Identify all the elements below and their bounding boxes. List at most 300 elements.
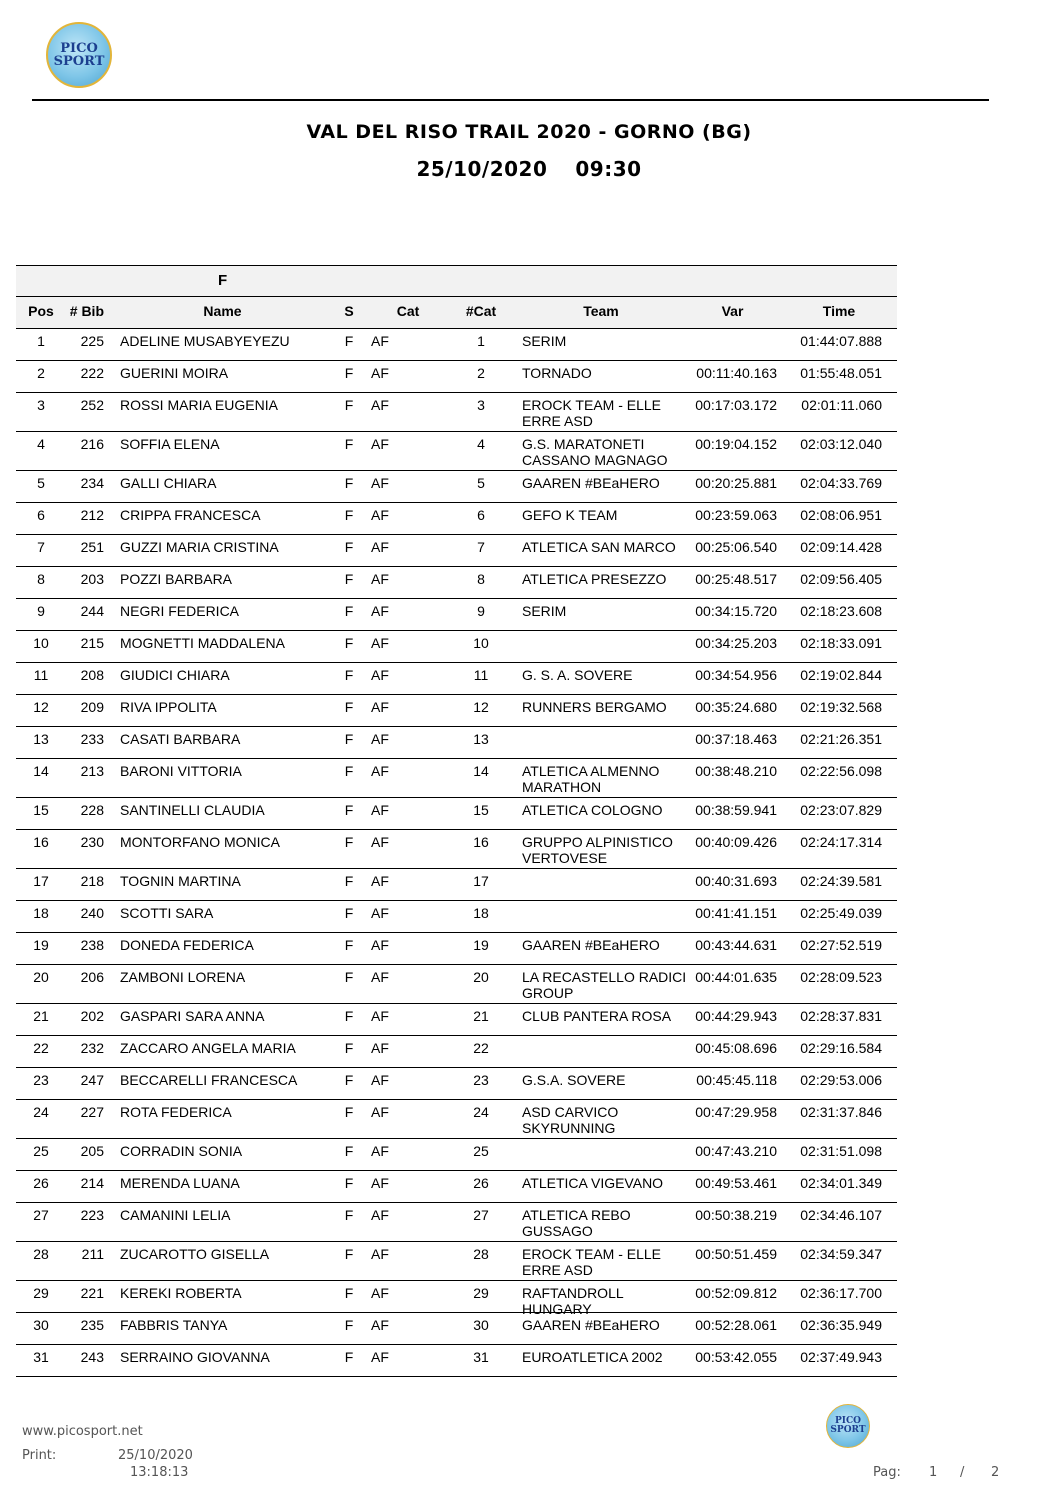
cell-bib: 222 — [80, 365, 104, 381]
cell-name: ZACCARO ANGELA MARIA — [120, 1040, 296, 1056]
cell-name: MONTORFANO MONICA — [120, 834, 280, 850]
cell-name: NEGRI FEDERICA — [120, 603, 240, 619]
results-table — [16, 265, 897, 1377]
table-row — [16, 329, 897, 361]
cell-cat: AF — [371, 539, 389, 555]
cell-name: GASPARI SARA ANNA — [120, 1008, 265, 1024]
cell-time: 02:23:07.829 — [800, 802, 882, 818]
cell-time: 02:18:23.608 — [800, 603, 882, 619]
table-row — [16, 535, 897, 567]
cell-var: 00:50:51.459 — [695, 1246, 777, 1262]
cell-cat-rank: 31 — [473, 1349, 489, 1365]
table-row — [16, 869, 897, 901]
cell-time: 02:09:56.405 — [800, 571, 882, 587]
table-row — [16, 695, 897, 727]
cell-sex: F — [344, 1175, 354, 1191]
cell-pos: 29 — [33, 1285, 49, 1301]
cell-bib: 252 — [80, 397, 104, 413]
cell-name: CRIPPA FRANCESCA — [120, 507, 261, 523]
cell-sex: F — [344, 539, 354, 555]
cell-cat: AF — [371, 1104, 389, 1120]
cell-cat: AF — [371, 1317, 389, 1333]
cell-name: BECCARELLI FRANCESCA — [120, 1072, 298, 1088]
cell-pos: 8 — [37, 571, 45, 587]
cell-sex: F — [344, 667, 354, 683]
cell-cat: AF — [371, 969, 389, 985]
cell-name: POZZI BARBARA — [120, 571, 233, 587]
cell-name: RIVA IPPOLITA — [120, 699, 217, 715]
logo-small-text-line2: SPORT — [830, 1425, 866, 1435]
cell-bib: 216 — [80, 436, 104, 452]
cell-name: DONEDA FEDERICA — [120, 937, 254, 953]
cell-team: GEFO K TEAM — [522, 507, 618, 523]
cell-team: ASD CARVICO SKYRUNNING — [522, 1104, 619, 1136]
cell-name: ZAMBONI LORENA — [120, 969, 246, 985]
cell-sex: F — [344, 699, 354, 715]
cell-cat: AF — [371, 507, 389, 523]
cell-cat-rank: 5 — [477, 475, 485, 491]
table-row — [16, 567, 897, 599]
cell-cat-rank: 25 — [473, 1143, 489, 1159]
table-row — [16, 965, 897, 1004]
cell-name: GALLI CHIARA — [120, 475, 217, 491]
cell-bib: 212 — [80, 507, 104, 523]
cell-bib: 206 — [80, 969, 104, 985]
cell-sex: F — [344, 475, 354, 491]
cell-name: SOFFIA ELENA — [120, 436, 220, 452]
cell-time: 02:24:39.581 — [800, 873, 882, 889]
cell-pos: 6 — [37, 507, 45, 523]
cell-pos: 1 — [37, 333, 45, 349]
cell-cat: AF — [371, 763, 389, 779]
cell-cat-rank: 27 — [473, 1207, 489, 1223]
cell-name: SCOTTI SARA — [120, 905, 214, 921]
cell-var: 00:35:24.680 — [695, 699, 777, 715]
cell-cat-rank: 12 — [473, 699, 489, 715]
cell-sex: F — [344, 635, 354, 651]
cell-pos: 3 — [37, 397, 45, 413]
cell-cat: AF — [371, 1207, 389, 1223]
cell-cat: AF — [371, 1246, 389, 1262]
table-row — [16, 1345, 897, 1377]
cell-cat: AF — [371, 397, 389, 413]
cell-sex: F — [344, 1246, 354, 1262]
cell-bib: 235 — [80, 1317, 104, 1333]
footer-print-date: 25/10/2020 — [118, 1448, 193, 1463]
cell-cat-rank: 7 — [477, 539, 485, 555]
cell-time: 02:19:02.844 — [800, 667, 882, 683]
cell-name: ROSSI MARIA EUGENIA — [120, 397, 278, 413]
cell-var: 00:50:38.219 — [695, 1207, 777, 1223]
table-row — [16, 503, 897, 535]
cell-name: TOGNIN MARTINA — [120, 873, 241, 889]
cell-bib: 211 — [81, 1246, 104, 1262]
cell-time: 02:18:33.091 — [800, 635, 882, 651]
cell-sex: F — [344, 603, 354, 619]
cell-cat-rank: 14 — [473, 763, 489, 779]
table-row — [16, 1281, 897, 1317]
cell-var: 00:45:45.118 — [696, 1072, 777, 1088]
table-row — [16, 1242, 897, 1281]
cell-pos: 7 — [37, 539, 45, 555]
cell-bib: 214 — [80, 1175, 104, 1191]
cell-cat: AF — [371, 571, 389, 587]
cell-name: ADELINE MUSABYEYEZU — [120, 333, 290, 349]
cell-pos: 16 — [33, 834, 49, 850]
cell-pos: 17 — [33, 873, 49, 889]
cell-var: 00:20:25.881 — [695, 475, 777, 491]
logo-text-line2: SPORT — [53, 54, 105, 69]
picosport-logo-small — [826, 1404, 870, 1448]
col-header-time: Time — [822, 303, 856, 319]
cell-name: CORRADIN SONIA — [120, 1143, 243, 1159]
cell-name: SANTINELLI CLAUDIA — [120, 802, 265, 818]
cell-cat: AF — [371, 731, 389, 747]
cell-pos: 31 — [33, 1349, 49, 1365]
cell-var: 00:25:06.540 — [695, 539, 777, 555]
cell-team: SERIM — [522, 333, 567, 349]
cell-team: ATLETICA REBO GUSSAGO — [522, 1207, 631, 1239]
cell-var: 00:40:31.693 — [695, 873, 777, 889]
table-row — [16, 1004, 897, 1036]
event-title: VAL DEL RISO TRAIL 2020 - GORNO (BG) — [306, 121, 752, 143]
cell-bib: 234 — [80, 475, 104, 491]
cell-team: TORNADO — [522, 365, 592, 381]
cell-team: ATLETICA PRESEZZO — [522, 571, 667, 587]
cell-name: FABBRIS TANYA — [120, 1317, 228, 1333]
cell-bib: 227 — [80, 1104, 104, 1120]
cell-pos: 23 — [33, 1072, 49, 1088]
cell-cat: AF — [371, 834, 389, 850]
cell-cat-rank: 22 — [473, 1040, 489, 1056]
event-datetime — [0, 157, 1058, 181]
table-row — [16, 1203, 897, 1242]
cell-cat: AF — [371, 937, 389, 953]
cell-name: GIUDICI CHIARA — [120, 667, 230, 683]
cell-var: 00:34:15.720 — [695, 603, 777, 619]
cell-time: 01:55:48.051 — [800, 365, 882, 381]
cell-team: RUNNERS BERGAMO — [522, 699, 667, 715]
cell-cat-rank: 2 — [477, 365, 485, 381]
cell-pos: 22 — [33, 1040, 49, 1056]
cell-cat: AF — [371, 1285, 389, 1301]
cell-var: 00:34:54.956 — [695, 667, 777, 683]
cell-cat-rank: 20 — [473, 969, 489, 985]
cell-cat: AF — [371, 1143, 389, 1159]
cell-pos: 30 — [33, 1317, 49, 1333]
cell-cat-rank: 29 — [473, 1285, 489, 1301]
cell-team: G.S.A. SOVERE — [522, 1072, 626, 1088]
cell-sex: F — [344, 1008, 354, 1024]
cell-pos: 25 — [33, 1143, 49, 1159]
cell-pos: 13 — [33, 731, 49, 747]
cell-team: ATLETICA ALMENNO MARATHON — [522, 763, 660, 795]
cell-pos: 14 — [33, 763, 49, 779]
cell-cat-rank: 8 — [477, 571, 485, 587]
footer-print-label: Print: — [22, 1448, 57, 1463]
cell-sex: F — [344, 1285, 354, 1301]
cell-pos: 24 — [33, 1104, 49, 1120]
cell-sex: F — [344, 905, 354, 921]
cell-cat: AF — [371, 603, 389, 619]
cell-cat-rank: 21 — [473, 1008, 489, 1024]
cell-time: 02:28:37.831 — [800, 1008, 882, 1024]
table-row — [16, 933, 897, 965]
col-header-var: Var — [721, 303, 744, 319]
cell-name: CASATI BARBARA — [120, 731, 241, 747]
cell-var: 00:43:44.631 — [695, 937, 777, 953]
cell-time: 02:24:17.314 — [800, 834, 882, 850]
cell-cat-rank: 6 — [477, 507, 485, 523]
cell-time: 02:01:11.060 — [801, 397, 882, 413]
col-header-pos: Pos — [28, 303, 54, 319]
cell-var: 00:23:59.063 — [695, 507, 777, 523]
cell-team: GRUPPO ALPINISTICO VERTOVESE — [522, 834, 673, 866]
cell-team: EROCK TEAM - ELLE ERRE ASD — [522, 1246, 662, 1278]
cell-cat-rank: 28 — [473, 1246, 489, 1262]
cell-team: GAAREN #BEaHERO — [522, 1317, 660, 1333]
logo-text-line1: PICO — [60, 41, 98, 56]
cell-name: MOGNETTI MADDALENA — [120, 635, 285, 651]
cell-pos: 9 — [37, 603, 45, 619]
cell-var: 00:44:29.943 — [695, 1008, 777, 1024]
event-date: 25/10/2020 — [416, 157, 548, 181]
category-group-header — [16, 265, 897, 296]
cell-sex: F — [344, 397, 354, 413]
col-header-bib: # Bib — [69, 303, 104, 319]
footer-website: www.picosport.net — [22, 1424, 143, 1439]
table-row — [16, 1100, 897, 1139]
table-row — [16, 663, 897, 695]
cell-time: 02:36:17.700 — [800, 1285, 882, 1301]
cell-time: 02:34:01.349 — [800, 1175, 882, 1191]
cell-var: 00:38:48.210 — [695, 763, 777, 779]
cell-pos: 4 — [37, 436, 45, 452]
table-row — [16, 1139, 897, 1171]
cell-team: RAFTANDROLL HUNGARY — [522, 1285, 624, 1317]
cell-var: 00:38:59.941 — [695, 802, 777, 818]
footer-page-label: Pag: — [873, 1465, 901, 1480]
cell-sex: F — [344, 834, 354, 850]
cell-bib: 251 — [80, 539, 104, 555]
cell-cat-rank: 30 — [473, 1317, 489, 1333]
cell-time: 02:09:14.428 — [800, 539, 882, 555]
cell-var: 00:25:48.517 — [695, 571, 777, 587]
cell-bib: 218 — [80, 873, 104, 889]
footer-page-separator: / — [960, 1465, 965, 1480]
cell-cat: AF — [371, 667, 389, 683]
cell-team: GAAREN #BEaHERO — [522, 937, 660, 953]
table-header — [16, 296, 897, 329]
cell-bib: 202 — [80, 1008, 104, 1024]
cell-sex: F — [344, 507, 354, 523]
cell-time: 02:29:53.006 — [800, 1072, 882, 1088]
table-row — [16, 1313, 897, 1345]
table-row — [16, 631, 897, 663]
cell-cat: AF — [371, 905, 389, 921]
cell-pos: 26 — [33, 1175, 49, 1191]
cell-name: CAMANINI LELIA — [120, 1207, 231, 1223]
cell-cat: AF — [371, 365, 389, 381]
cell-pos: 2 — [37, 365, 45, 381]
cell-var: 00:17:03.172 — [695, 397, 777, 413]
cell-bib: 225 — [80, 333, 104, 349]
cell-var: 00:53:42.055 — [695, 1349, 777, 1365]
cell-var: 00:41:41.151 — [695, 905, 777, 921]
cell-cat-rank: 23 — [473, 1072, 489, 1088]
cell-team: LA RECASTELLO RADICI GROUP — [522, 969, 687, 1001]
cell-cat: AF — [371, 1349, 389, 1365]
cell-time: 02:03:12.040 — [800, 436, 882, 452]
table-row — [16, 759, 897, 798]
table-row — [16, 393, 897, 432]
cell-cat-rank: 4 — [477, 436, 485, 452]
cell-cat-rank: 18 — [473, 905, 489, 921]
cell-time: 02:34:46.107 — [800, 1207, 882, 1223]
cell-var: 00:52:28.061 — [695, 1317, 777, 1333]
cell-pos: 10 — [33, 635, 49, 651]
cell-cat: AF — [371, 1175, 389, 1191]
cell-time: 02:29:16.584 — [800, 1040, 882, 1056]
cell-var: 00:40:09.426 — [695, 834, 777, 850]
cell-name: KEREKI ROBERTA — [120, 1285, 242, 1301]
cell-var: 00:34:25.203 — [695, 635, 777, 651]
table-row — [16, 727, 897, 759]
cell-pos: 20 — [33, 969, 49, 985]
cell-cat: AF — [371, 873, 389, 889]
cell-pos: 19 — [33, 937, 49, 953]
cell-sex: F — [344, 571, 354, 587]
cell-sex: F — [344, 365, 354, 381]
cell-cat-rank: 15 — [473, 802, 489, 818]
cell-time: 02:21:26.351 — [800, 731, 882, 747]
footer-print-time: 13:18:13 — [130, 1465, 189, 1480]
cell-cat-rank: 24 — [473, 1104, 489, 1120]
cell-team: G.S. MARATONETI CASSANO MAGNAGO — [522, 436, 668, 468]
cell-time: 02:04:33.769 — [800, 475, 882, 491]
cell-cat: AF — [371, 333, 389, 349]
cell-time: 02:31:37.846 — [800, 1104, 882, 1120]
cell-cat-rank: 13 — [473, 731, 489, 747]
cell-time: 02:34:59.347 — [800, 1246, 882, 1262]
cell-sex: F — [344, 873, 354, 889]
event-time: 09:30 — [575, 157, 642, 181]
cell-bib: 240 — [80, 905, 104, 921]
cell-sex: F — [344, 763, 354, 779]
cell-name: ZUCAROTTO GISELLA — [120, 1246, 270, 1262]
cell-sex: F — [344, 1207, 354, 1223]
cell-time: 02:22:56.098 — [800, 763, 882, 779]
cell-var: 00:45:08.696 — [695, 1040, 777, 1056]
cell-time: 02:25:49.039 — [800, 905, 882, 921]
cell-pos: 28 — [33, 1246, 49, 1262]
cell-bib: 244 — [80, 603, 104, 619]
category-group-label: F — [218, 272, 228, 289]
cell-sex: F — [344, 802, 354, 818]
cell-cat-rank: 11 — [473, 667, 489, 683]
cell-team: G. S. A. SOVERE — [522, 667, 633, 683]
cell-bib: 205 — [80, 1143, 104, 1159]
cell-var: 00:44:01.635 — [695, 969, 777, 985]
cell-time: 02:36:35.949 — [800, 1317, 882, 1333]
cell-bib: 221 — [80, 1285, 104, 1301]
cell-cat-rank: 9 — [477, 603, 485, 619]
cell-sex: F — [344, 1349, 354, 1365]
table-row — [16, 1171, 897, 1203]
cell-bib: 223 — [80, 1207, 104, 1223]
cell-var: 00:47:43.210 — [695, 1143, 777, 1159]
cell-sex: F — [344, 1072, 354, 1088]
cell-bib: 247 — [80, 1072, 104, 1088]
cell-name: BARONI VITTORIA — [120, 763, 242, 779]
cell-bib: 209 — [80, 699, 104, 715]
cell-cat-rank: 19 — [473, 937, 489, 953]
cell-cat: AF — [371, 635, 389, 651]
cell-pos: 27 — [33, 1207, 49, 1223]
col-header-team: Team — [583, 303, 619, 319]
cell-var: 00:37:18.463 — [695, 731, 777, 747]
cell-var: 00:49:53.461 — [695, 1175, 777, 1191]
col-header-cat: Cat — [396, 303, 420, 319]
footer-page-current: 1 — [929, 1465, 938, 1480]
cell-sex: F — [344, 969, 354, 985]
cell-cat: AF — [371, 475, 389, 491]
table-row — [16, 432, 897, 471]
cell-var: 00:47:29.958 — [695, 1104, 777, 1120]
cell-sex: F — [344, 1104, 354, 1120]
table-row — [16, 798, 897, 830]
cell-bib: 243 — [80, 1349, 104, 1365]
cell-bib: 233 — [80, 731, 104, 747]
cell-time: 02:28:09.523 — [800, 969, 882, 985]
cell-team: SERIM — [522, 603, 567, 619]
footer-page-total: 2 — [991, 1465, 1000, 1480]
cell-cat-rank: 26 — [473, 1175, 489, 1191]
cell-var: 00:11:40.163 — [696, 365, 777, 381]
cell-pos: 12 — [33, 699, 49, 715]
cell-cat: AF — [371, 436, 389, 452]
cell-team: ATLETICA SAN MARCO — [522, 539, 676, 555]
table-row — [16, 1036, 897, 1068]
cell-pos: 15 — [33, 802, 49, 818]
cell-bib: 230 — [80, 834, 104, 850]
cell-cat-rank: 1 — [477, 333, 485, 349]
cell-sex: F — [344, 333, 354, 349]
header-divider — [32, 99, 989, 101]
col-header-cat-rank: #Cat — [465, 303, 497, 319]
col-header-name: Name — [203, 303, 242, 319]
cell-cat: AF — [371, 699, 389, 715]
cell-time: 02:08:06.951 — [800, 507, 882, 523]
table-body — [16, 329, 897, 1377]
cell-cat: AF — [371, 1072, 389, 1088]
logo-small-text-line1: PICO — [835, 1416, 861, 1426]
cell-name: GUERINI MOIRA — [120, 365, 229, 381]
col-header-sex: S — [344, 303, 354, 319]
cell-name: MERENDA LUANA — [120, 1175, 240, 1191]
cell-name: SERRAINO GIOVANNA — [120, 1349, 270, 1365]
cell-sex: F — [344, 1143, 354, 1159]
cell-time: 02:31:51.098 — [800, 1143, 882, 1159]
cell-bib: 232 — [80, 1040, 104, 1056]
cell-sex: F — [344, 1317, 354, 1333]
table-row — [16, 471, 897, 503]
cell-sex: F — [344, 436, 354, 452]
table-row — [16, 599, 897, 631]
cell-cat-rank: 16 — [473, 834, 489, 850]
cell-bib: 215 — [80, 635, 104, 651]
cell-var: 00:52:09.812 — [695, 1285, 777, 1301]
